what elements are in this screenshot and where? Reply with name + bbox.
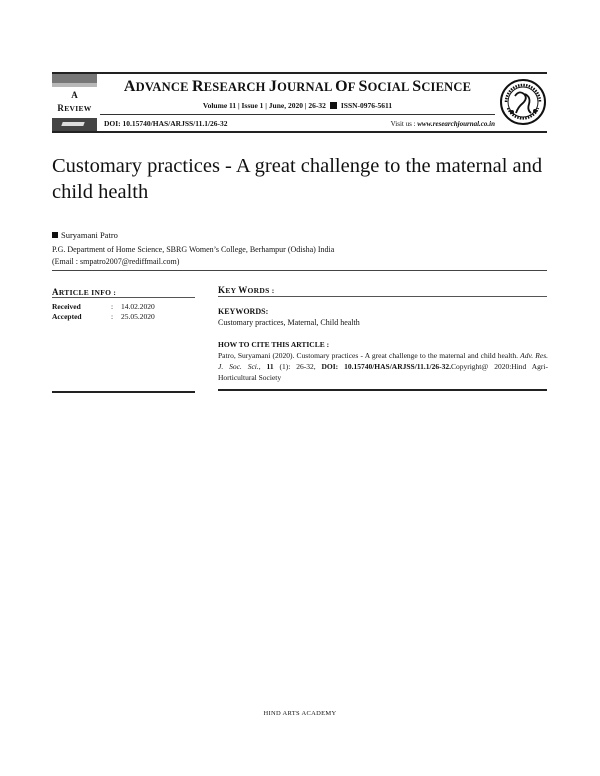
- key-words-heading: KEY WORDS :: [218, 285, 275, 295]
- header-bottom-rule: [52, 131, 547, 133]
- side-strip-pen-icon: [61, 122, 84, 126]
- article-title: Customary practices - A great challenge to the maternal and child health: [52, 155, 543, 203]
- author-name: Suryamani Patro: [61, 230, 118, 240]
- header-middle-rule: [100, 114, 495, 115]
- journal-title-word: ADVANCE: [123, 78, 192, 95]
- article-info-rule: [52, 297, 195, 298]
- side-label-a: A: [71, 90, 78, 100]
- journal-title: [100, 78, 495, 96]
- received-colon: :: [111, 302, 114, 311]
- header-top-rule: [52, 72, 547, 74]
- journal-seal-logo: [498, 74, 548, 130]
- issn: ISSN-0976-5611: [340, 101, 393, 110]
- square-bullet-icon: [330, 102, 337, 109]
- header-doi: DOI: 10.15740/HAS/ARJSS/11.1/26-32: [104, 119, 228, 128]
- received-label: Received: [52, 302, 81, 311]
- citation-volume: 11: [266, 362, 274, 371]
- website-link[interactable]: www.researchjournal.co.in: [417, 120, 495, 128]
- citation-text: Patro, Suryamani (2020). Customary practices - A great challenge to the maternal and child health. Adv. Res. J. Soc. Sci., 11 (1): 26-32, DOI: 10.15740/HAS/ARJSS/11.1/26-32.Copyright@ 2020:Hind Agri-Horticultural Society: [218, 351, 549, 382]
- journal-title-word: OF: [335, 78, 359, 95]
- side-strip-bar-top: [52, 74, 97, 83]
- accepted-colon: :: [111, 312, 114, 321]
- keywords-text: Customary practices, Maternal, Child health: [218, 318, 360, 327]
- received-date: 14.02.2020: [121, 302, 155, 311]
- journal-title-word: SCIENCE: [412, 78, 472, 95]
- journal-abbrev: Adv. Res. J. Soc. Sci.: [218, 351, 549, 371]
- section-divider: [52, 270, 547, 271]
- accepted-label: Accepted: [52, 312, 82, 321]
- side-label-review: REVIEW: [57, 103, 92, 113]
- author-affiliation: P.G. Department of Home Science, SBRG Women’s College, Berhampur (Odisha) India: [52, 245, 335, 254]
- volume-issue-line: [100, 101, 495, 110]
- keywords-label: KEYWORDS:: [218, 307, 269, 316]
- article-info-bottom-rule: [52, 391, 195, 393]
- citation-doi: DOI: 10.15740/HAS/ARJSS/11.1/26-32.: [321, 362, 451, 371]
- visit-us-line: Visit us : www.researchjournal.co.in: [390, 120, 495, 128]
- article-info-heading: ARTICLE INFO :: [52, 287, 117, 297]
- volume-info: Volume 11 | Issue 1 | June, 2020 | 26-32: [202, 101, 326, 110]
- key-words-rule: [218, 296, 547, 297]
- square-bullet-icon: [52, 232, 58, 238]
- author-line: [52, 230, 118, 240]
- journal-title-word: JOURNAL: [268, 78, 336, 95]
- journal-title-word: RESEARCH: [191, 78, 269, 95]
- accepted-date: 25.05.2020: [121, 312, 155, 321]
- page-footer: HIND ARTS ACADEMY: [263, 710, 337, 717]
- author-email: (Email : smpatro2007@rediffmail.com): [52, 257, 180, 266]
- side-strip-bar-light: [52, 83, 97, 87]
- cite-heading: HOW TO CITE THIS ARTICLE :: [218, 340, 330, 349]
- journal-title-word: SOCIAL: [358, 78, 413, 95]
- key-words-bottom-rule: [218, 389, 547, 391]
